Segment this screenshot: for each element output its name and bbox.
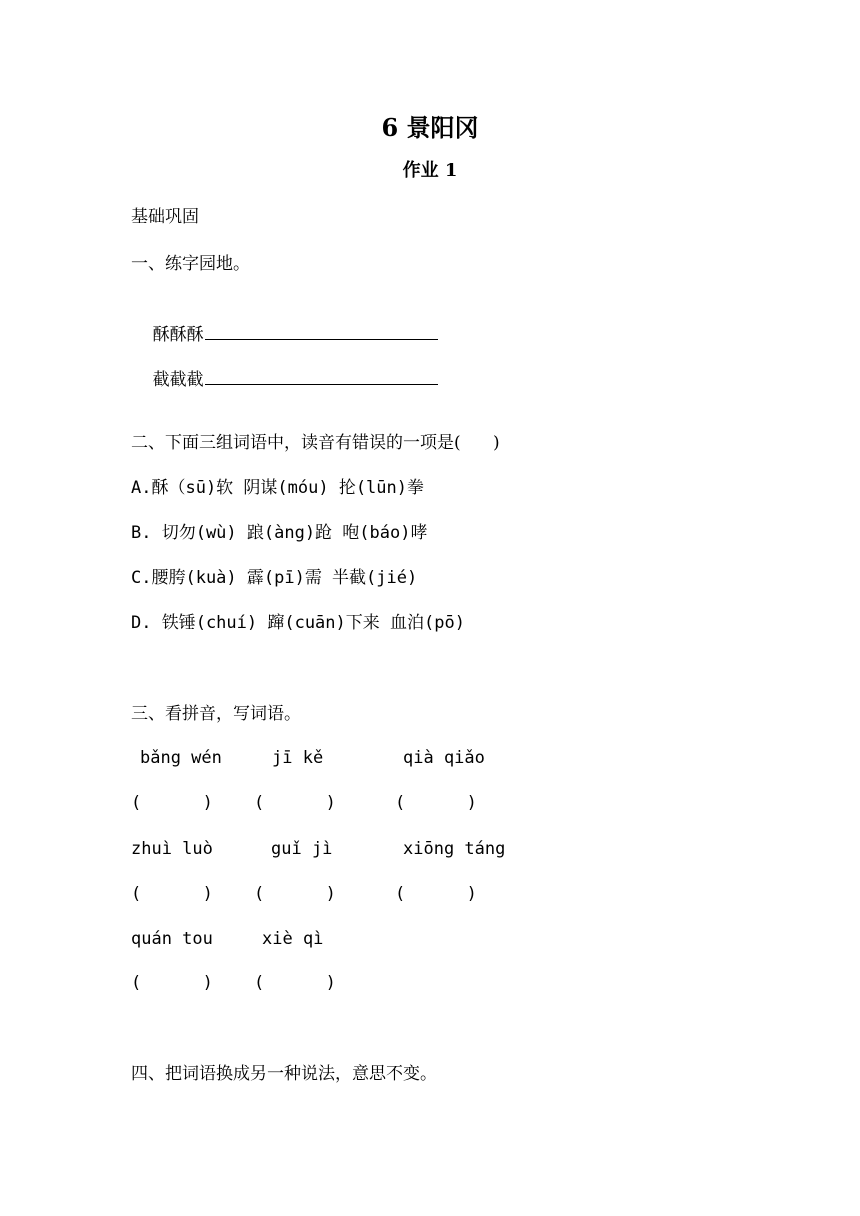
q2-option-b: B. 切勿(wù) 踉(àng)跄 咆(báo)哮 (131, 523, 428, 543)
answer-bracket[interactable]: ( ) (131, 793, 213, 813)
q1-row-2-chars: 截截截 (152, 370, 204, 390)
q4-heading: 四、把词语换成另一种说法，意思不变。 (131, 1064, 437, 1084)
pinyin-quan-tou: quán tou (131, 929, 213, 949)
answer-bracket[interactable]: ( ) (254, 884, 336, 904)
pinyin-bang-wen: bǎng wén (140, 748, 222, 768)
q2-option-c: C.腰胯(kuà) 霹(pī)需 半截(jié) (131, 568, 418, 588)
q1-heading: 一、练字园地。 (131, 254, 250, 274)
pinyin-xiong-tang: xiōng táng (403, 839, 506, 859)
q3-heading: 三、看拼音，写词语。 (131, 704, 301, 724)
answer-bracket[interactable]: ( ) (395, 793, 477, 813)
answer-bracket[interactable]: ( ) (254, 973, 336, 993)
answer-bracket[interactable]: ( ) (254, 793, 336, 813)
section-basic-heading: 基础巩固 (131, 207, 199, 227)
answer-bracket[interactable]: ( ) (395, 884, 477, 904)
page-title: 6 景阳冈 (381, 113, 479, 142)
q1-row-1-chars: 酥酥酥 (152, 325, 204, 345)
pinyin-qia-qiao: qià qiǎo (403, 748, 485, 768)
answer-bracket[interactable]: ( ) (131, 884, 213, 904)
q1-row-1-blank[interactable] (205, 321, 438, 340)
q2-option-a: A.酥（sū)软 阴谋(móu) 抡(lūn)拳 (131, 478, 424, 498)
pinyin-zhui-luo: zhuì luò (131, 839, 213, 859)
pinyin-ji-ke: jī kě (272, 748, 324, 768)
answer-bracket[interactable]: ( ) (131, 973, 213, 993)
pinyin-gui-ji: guǐ jì (271, 839, 333, 859)
q1-row-2 (131, 342, 438, 416)
page-subtitle: 作业 1 (402, 160, 458, 181)
q2-heading: 二、下面三组词语中，读音有错误的一项是( ) (131, 433, 500, 453)
pinyin-xie-qi: xiè qì (262, 929, 324, 949)
q1-row-2-blank[interactable] (205, 366, 438, 385)
q2-option-d: D. 铁锤(chuí) 蹿(cuān)下来 血泊(pō) (131, 613, 465, 633)
